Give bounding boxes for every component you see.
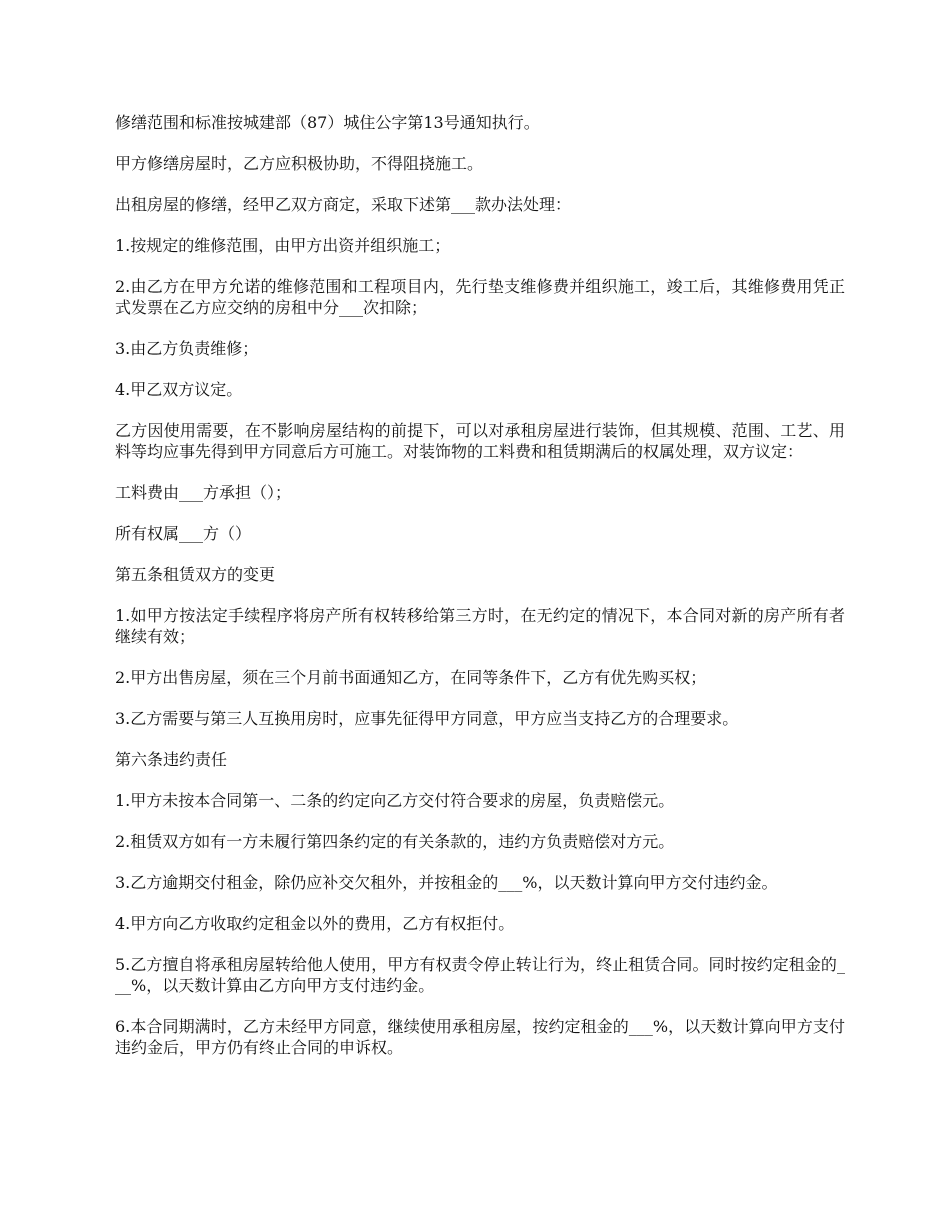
paragraph-breach-2: 2.租赁双方如有一方未履行第四条约定的有关条款的，违约方负责赔偿对方元。 <box>115 832 675 851</box>
paragraph-repair-scope: 修缮范围和标准按城建部（87）城住公字第13号通知执行。 <box>115 113 540 132</box>
paragraph-repair-option-4: 4.甲乙双方议定。 <box>115 380 243 399</box>
paragraph-breach-3: 3.乙方逾期交付租金，除仍应补交欠租外，并按租金的___%，以天数计算向甲方交付违约金。 <box>115 873 778 892</box>
paragraph-repair-option-2: 2.由乙方在甲方允诺的维修范围和工程项目内，先行垫支维修费并组织施工，竣工后，其维修费用凭正式发票在乙方应交纳的房租中分___次扣除； <box>115 277 845 317</box>
document-body <box>115 112 845 1078</box>
paragraph-repair-option-1: 1.按规定的维修范围，由甲方出资并组织施工； <box>115 236 451 255</box>
paragraph-breach-1: 1.甲方未按本合同第一、二条的约定向乙方交付符合要求的房屋，负责赔偿元。 <box>115 791 675 810</box>
section-heading-article-5: 第五条租赁双方的变更 <box>115 565 276 584</box>
paragraph-change-3: 3.乙方需要与第三人互换用房时，应事先征得甲方同意，甲方应当支持乙方的合理要求。 <box>115 709 739 728</box>
paragraph-change-2: 2.甲方出售房屋，须在三个月前书面通知乙方，在同等条件下，乙方有优先购买权； <box>115 668 707 687</box>
paragraph-breach-6: 6.本合同期满时，乙方未经甲方同意，继续使用承租房屋，按约定租金的___%，以天数计算向甲方支付违约金后，甲方仍有终止合同的申诉权。 <box>115 1017 845 1057</box>
paragraph-breach-5: 5.乙方擅自将承租房屋转给他人使用，甲方有权责令停止转让行为，终止租赁合同。同时按约定租金的___%，以天数计算由乙方向甲方支付违约金。 <box>115 955 845 995</box>
paragraph-repair-method: 出租房屋的修缮，经甲乙双方商定，采取下述第___款办法处理： <box>115 195 572 214</box>
paragraph-repair-option-3: 3.由乙方负责维修； <box>115 339 259 358</box>
paragraph-decoration: 乙方因使用需要，在不影响房屋结构的前提下，可以对承租房屋进行装饰，但其规模、范围、工艺、用料等均应事先得到甲方同意后方可施工。对装饰物的工料费和租赁期满后的权属处理，双方议定： <box>115 421 845 461</box>
paragraph-material-cost: 工料费由___方承担（）； <box>115 483 292 502</box>
paragraph-breach-4: 4.甲方向乙方收取约定租金以外的费用，乙方有权拒付。 <box>115 914 515 933</box>
paragraph-repair-cooperation: 甲方修缮房屋时，乙方应积极协助，不得阻挠施工。 <box>115 154 484 173</box>
section-heading-article-6: 第六条违约责任 <box>115 750 228 769</box>
paragraph-ownership: 所有权属___方（） <box>115 524 252 543</box>
paragraph-change-1: 1.如甲方按法定手续程序将房产所有权转移给第三方时，在无约定的情况下，本合同对新的房产所有者继续有效； <box>115 606 845 646</box>
